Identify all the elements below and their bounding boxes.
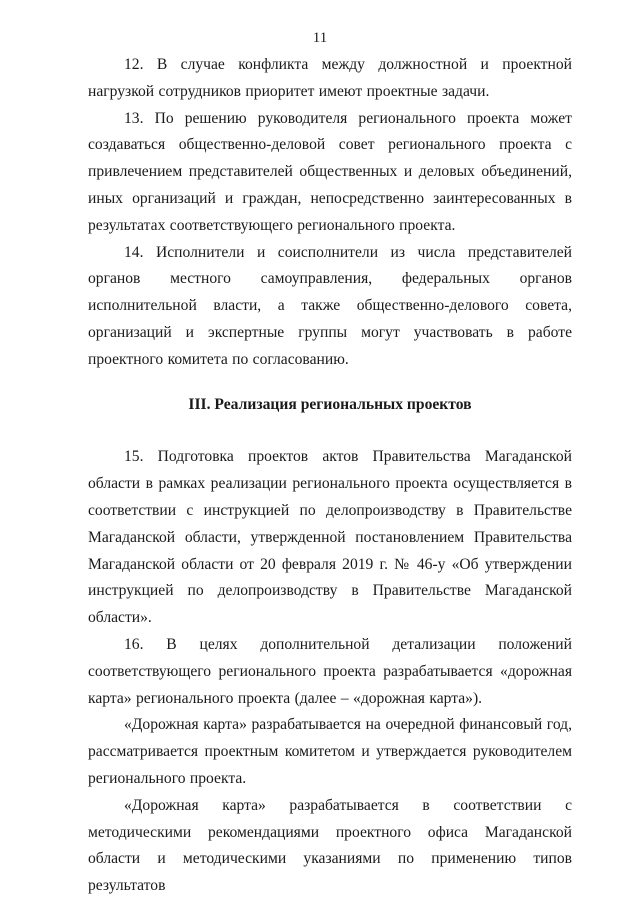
- document-body: [88, 52, 572, 900]
- page-number: 11: [312, 30, 328, 46]
- paragraph-15: 15. Подготовка проектов актов Правительства Магаданской области в рамках реализации регионального проекта осуществляется в соответствии с инструкцией по делопроизводству в Правительстве Магаданской области, утвержденной постановлением Правительства Магаданской области от 20 февраля 2019 г. № 46-у «Об утверждении инструкцией по делопроизводству в Правительстве Магаданской области».: [88, 448, 572, 627]
- paragraph-16: 16. В целях дополнительной детализации положений соответствующего регионального проекта разрабатывается «дорожная карта» регионального проекта (далее – «дорожная карта»).: [88, 635, 572, 707]
- paragraph-roadmap-methodology: «Дорожная карта» разрабатывается в соответствии с методическими рекомендациями проектного офиса Магаданской области и методическими указаниями по применению типов результатов: [88, 796, 572, 895]
- paragraph-13: 13. По решению руководителя регионального проекта может создаваться общественно-деловой совет регионального проекта с привлечением представителей общественных и деловых объединений, иных организаций и граждан, непосредственно заинтересованных в результатах соответствующего регионального проекта.: [88, 109, 572, 234]
- paragraph-12: 12. В случае конфликта между должностной и проектной нагрузкой сотрудников приоритет имеют проектные задачи.: [88, 56, 572, 100]
- paragraph-14: 14. Исполнители и соисполнители из числа представителей органов местного самоуправления, федеральных органов исполнительной власти, а также общественно-делового совета, организаций и экспертные группы могут участвовать в работе проектного комитета по согласованию.: [88, 243, 572, 368]
- paragraph-roadmap-approval: «Дорожная карта» разрабатывается на очередной финансовый год, рассматривается проектным комитетом и утверждается руководителем регионального проекта.: [88, 716, 572, 787]
- section-heading: III. Реализация региональных проектов: [188, 395, 472, 413]
